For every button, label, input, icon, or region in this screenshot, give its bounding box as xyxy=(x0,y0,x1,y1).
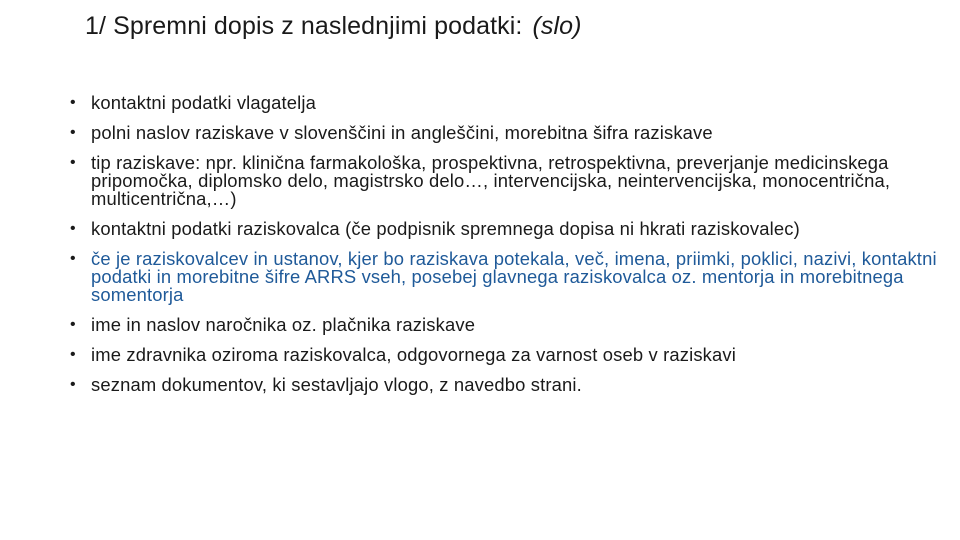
list-item xyxy=(70,316,940,334)
bullet-icon: • xyxy=(70,376,76,393)
list-item-text: ime zdravnika oziroma raziskovalca, odgovornega za varnost oseb v raziskavi xyxy=(91,344,736,365)
list-item xyxy=(70,376,940,394)
bullet-icon: • xyxy=(70,124,76,141)
list-item-text: seznam dokumentov, ki sestavljajo vlogo, z navedbo strani. xyxy=(91,374,582,395)
list-item xyxy=(70,94,940,112)
slide-title xyxy=(85,8,582,44)
list-item xyxy=(70,250,940,304)
bullet-list xyxy=(70,94,940,406)
list-item-text-highlighted: če je raziskovalcev in ustanov, kjer bo raziskava potekala, več, imena, priimki, poklici, nazivi, kontaktni podatki in morebitne šifre ARRS vseh, posebej glavnega raziskovalca oz. mentorja in morebitnega somentorja xyxy=(91,248,937,305)
bullet-icon: • xyxy=(70,154,76,171)
bullet-icon: • xyxy=(70,316,76,333)
bullet-icon: • xyxy=(70,250,76,267)
slide-title-language: (slo) xyxy=(532,12,582,40)
bullet-icon: • xyxy=(70,346,76,363)
slide-title-main: 1/ Spremni dopis z naslednjimi podatki: xyxy=(85,12,523,40)
bullet-icon: • xyxy=(70,220,76,237)
list-item-text: kontaktni podatki vlagatelja xyxy=(91,92,317,113)
list-item-text: tip raziskave: npr. klinična farmakološka, prospektivna, retrospektivna, preverjanje medicinskega pripomočka, diplomsko delo, magistrsko delo…, intervencijska, neintervencijska, monocentrična, multicentrična,…) xyxy=(91,152,891,209)
list-item xyxy=(70,220,940,238)
list-item xyxy=(70,154,940,208)
list-item-text: polni naslov raziskave v slovenščini in angleščini, morebitna šifra raziskave xyxy=(91,122,713,143)
list-item xyxy=(70,346,940,364)
list-item xyxy=(70,124,940,142)
list-item-text: kontaktni podatki raziskovalca (če podpisnik spremnega dopisa ni hkrati raziskovalec) xyxy=(91,218,800,239)
list-item-text: ime in naslov naročnika oz. plačnika raziskave xyxy=(91,314,476,335)
bullet-icon: • xyxy=(70,94,76,111)
